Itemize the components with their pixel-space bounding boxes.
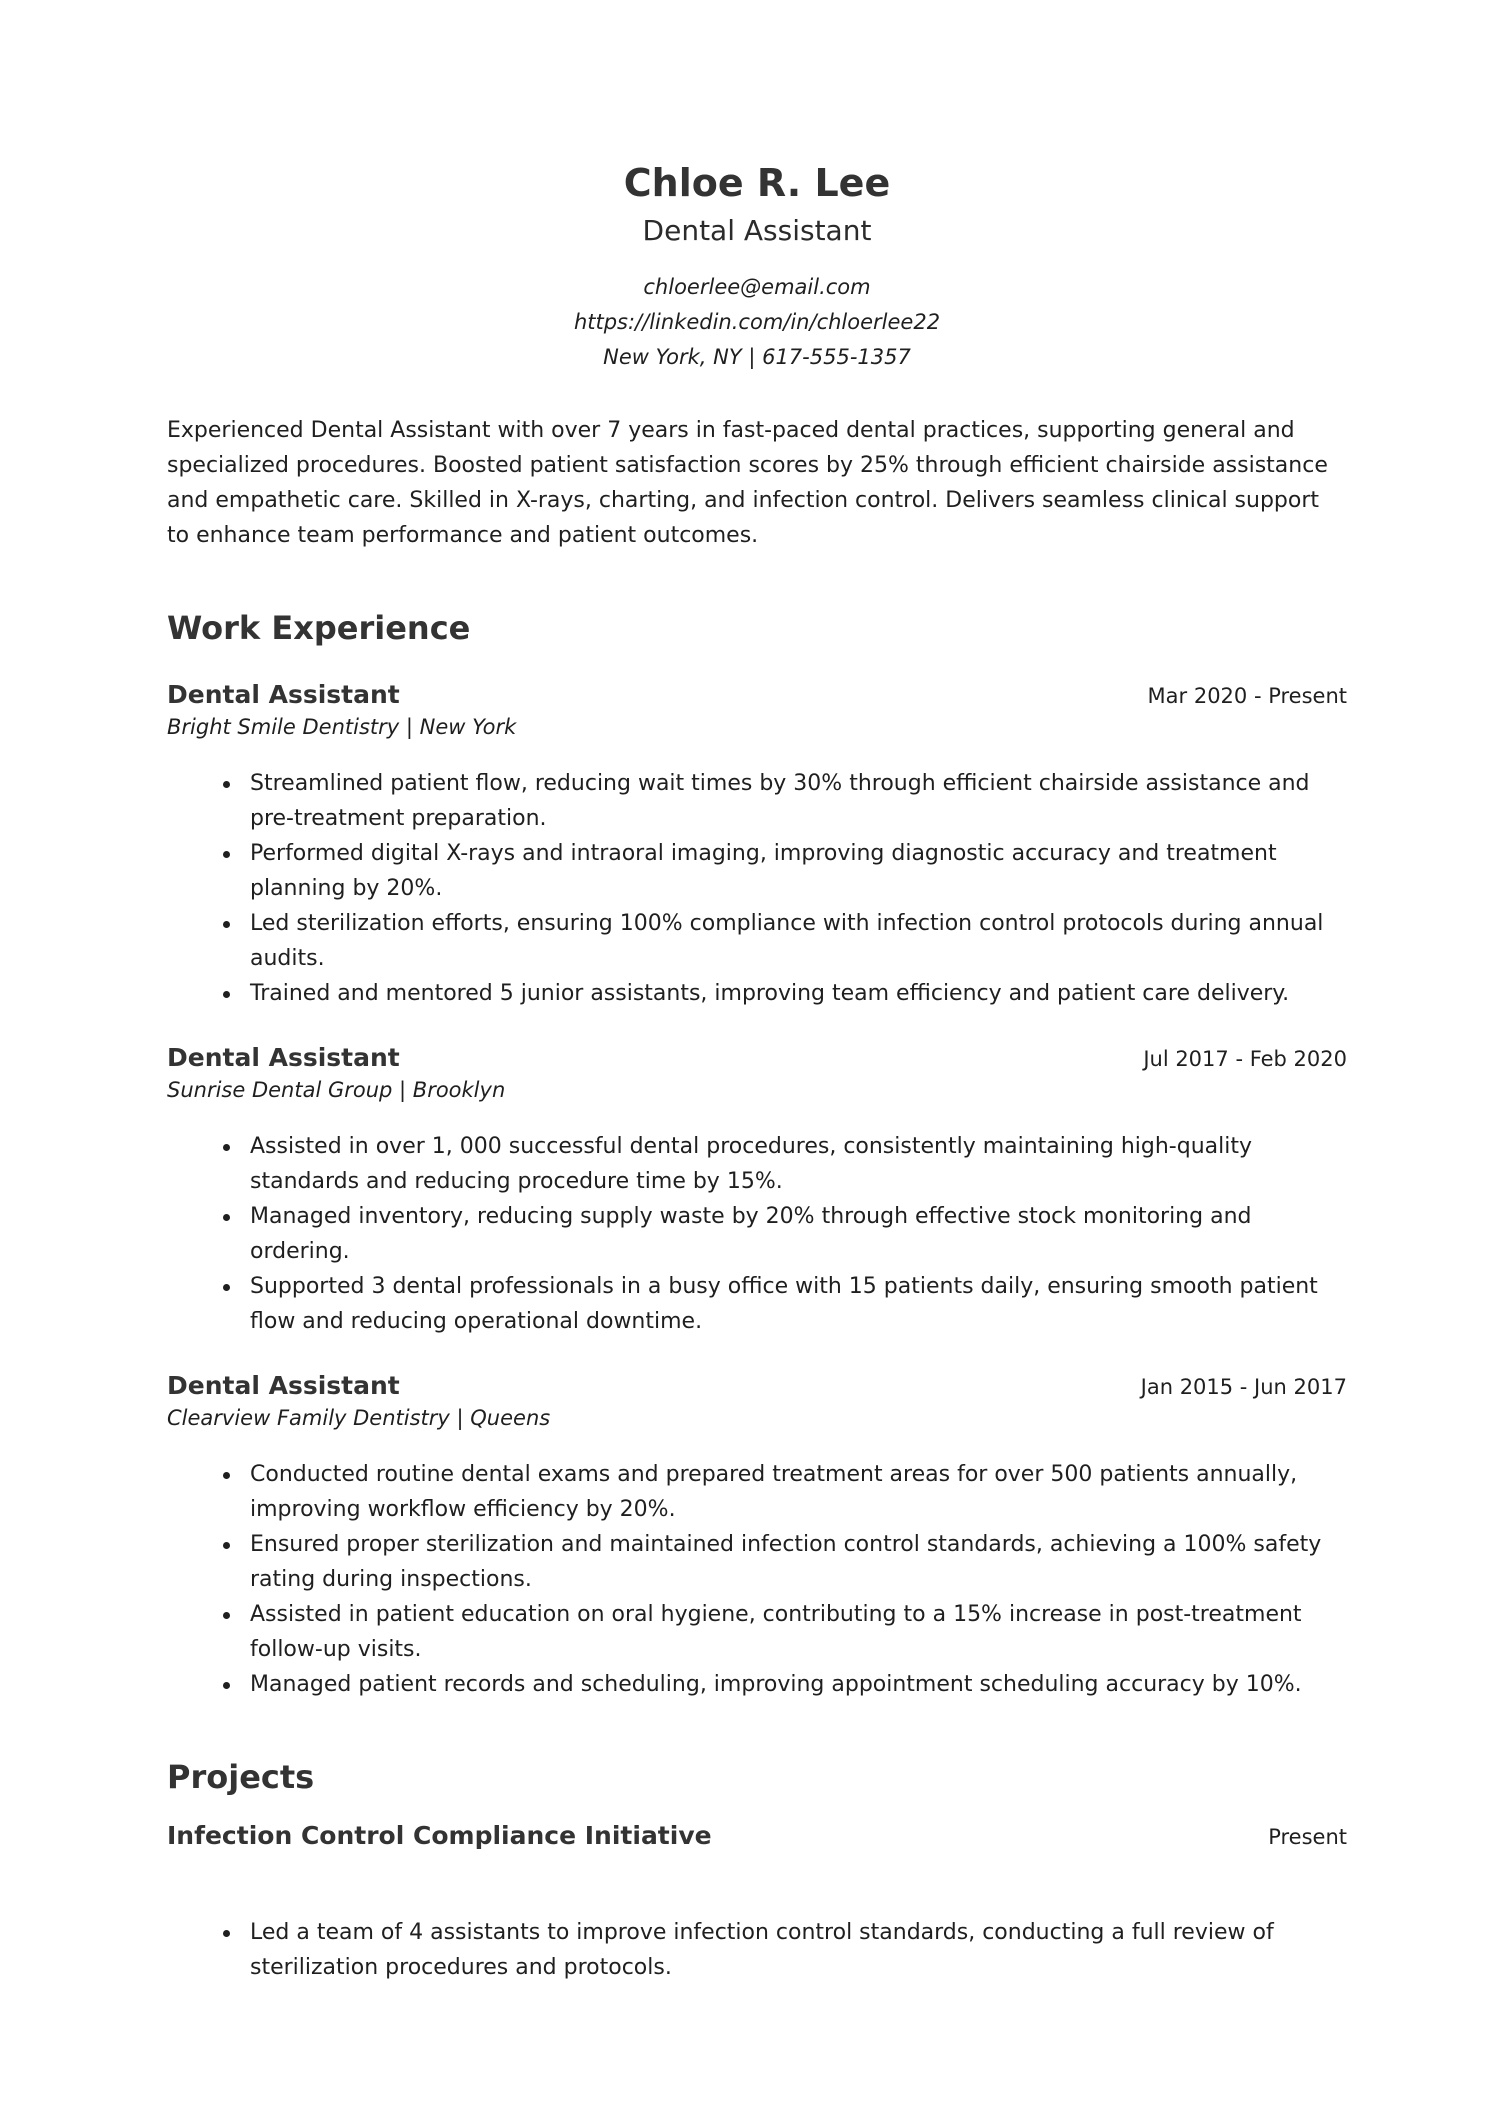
section-heading-work-experience: Work Experience <box>167 609 471 647</box>
candidate-name: Chloe R. Lee <box>623 161 891 205</box>
job-bullet: Conducted routine dental exams and prepared treatment areas for over 500 patients annually, improving workflow efficiency by 20%. <box>250 1457 1347 1527</box>
project-title: Infection Control Compliance Initiative <box>167 1821 712 1850</box>
job-title: Dental Assistant <box>167 1371 400 1400</box>
job-bullet: Performed digital X-rays and intraoral imaging, improving diagnostic accuracy and treatment planning by 20%. <box>250 836 1347 906</box>
job-company: Sunrise Dental Group | Brooklyn <box>167 1078 506 1102</box>
job-date: Jul 2017 - Feb 2020 <box>1143 1047 1347 1071</box>
job-header <box>167 678 1347 712</box>
job-bullet: Managed inventory, reducing supply waste by 20% through effective stock monitoring and ordering. <box>250 1199 1347 1269</box>
job-title: Dental Assistant <box>167 680 400 709</box>
job-bullet: Supported 3 dental professionals in a busy office with 15 patients daily, ensuring smooth patient flow and reducing operational downtime. <box>250 1269 1347 1339</box>
job-bullet-list <box>167 1129 1347 1339</box>
job-bullet: Assisted in over 1, 000 successful dental procedures, consistently maintaining high-quality standards and reducing procedure time by 15%. <box>250 1129 1347 1199</box>
job-date: Jan 2015 - Jun 2017 <box>1140 1375 1347 1399</box>
job-bullet: Managed patient records and scheduling, improving appointment scheduling accuracy by 10%. <box>250 1667 1347 1702</box>
job-entry <box>167 1041 1347 1339</box>
job-bullet: Led sterilization efforts, ensuring 100% compliance with infection control protocols during annual audits. <box>250 906 1347 976</box>
job-bullet-list <box>167 1457 1347 1702</box>
contact-linkedin: https://linkedin.com/in/chloerlee22 <box>573 310 941 334</box>
job-bullet: Streamlined patient flow, reducing wait times by 30% through efficient chairside assistance and pre-treatment preparation. <box>250 766 1347 836</box>
job-bullet: Ensured proper sterilization and maintained infection control standards, achieving a 100% safety rating during inspections. <box>250 1527 1347 1597</box>
job-date: Mar 2020 - Present <box>1147 684 1347 708</box>
contact-block <box>167 270 1347 375</box>
job-bullet: Trained and mentored 5 junior assistants, improving team efficiency and patient care delivery. <box>250 976 1347 1011</box>
project-bullet: Led a team of 4 assistants to improve infection control standards, conducting a full review of sterilization procedures and protocols. <box>250 1915 1347 1985</box>
contact-email: chloerlee@email.com <box>643 275 871 299</box>
job-company: Clearview Family Dentistry | Queens <box>167 1406 551 1430</box>
project-entry <box>167 1819 1347 1985</box>
professional-summary: Experienced Dental Assistant with over 7 years in fast-paced dental practices, supporting general and specialized procedures. Boosted patient satisfaction scores by 25% through efficient chairside assistance and empathetic care. Skilled in X-rays, charting, and infection control. Delivers seamless clinical support to enhance team performance and patient outcomes. <box>167 418 1328 548</box>
project-date: Present <box>1268 1825 1347 1849</box>
job-entry <box>167 1369 1347 1702</box>
job-bullet: Assisted in patient education on oral hygiene, contributing to a 15% increase in post-treatment follow-up visits. <box>250 1597 1347 1667</box>
job-entry <box>167 678 1347 1011</box>
candidate-title: Dental Assistant <box>642 214 872 247</box>
resume-header <box>167 160 1347 375</box>
project-header <box>167 1819 1347 1853</box>
job-company: Bright Smile Dentistry | New York <box>167 715 517 739</box>
section-heading-projects: Projects <box>167 1758 315 1796</box>
job-title: Dental Assistant <box>167 1043 400 1072</box>
project-bullet-list <box>167 1915 1347 1985</box>
job-bullet-list <box>167 766 1347 1011</box>
job-header <box>167 1369 1347 1403</box>
job-header <box>167 1041 1347 1075</box>
contact-location-phone: New York, NY | 617-555-1357 <box>603 345 911 369</box>
